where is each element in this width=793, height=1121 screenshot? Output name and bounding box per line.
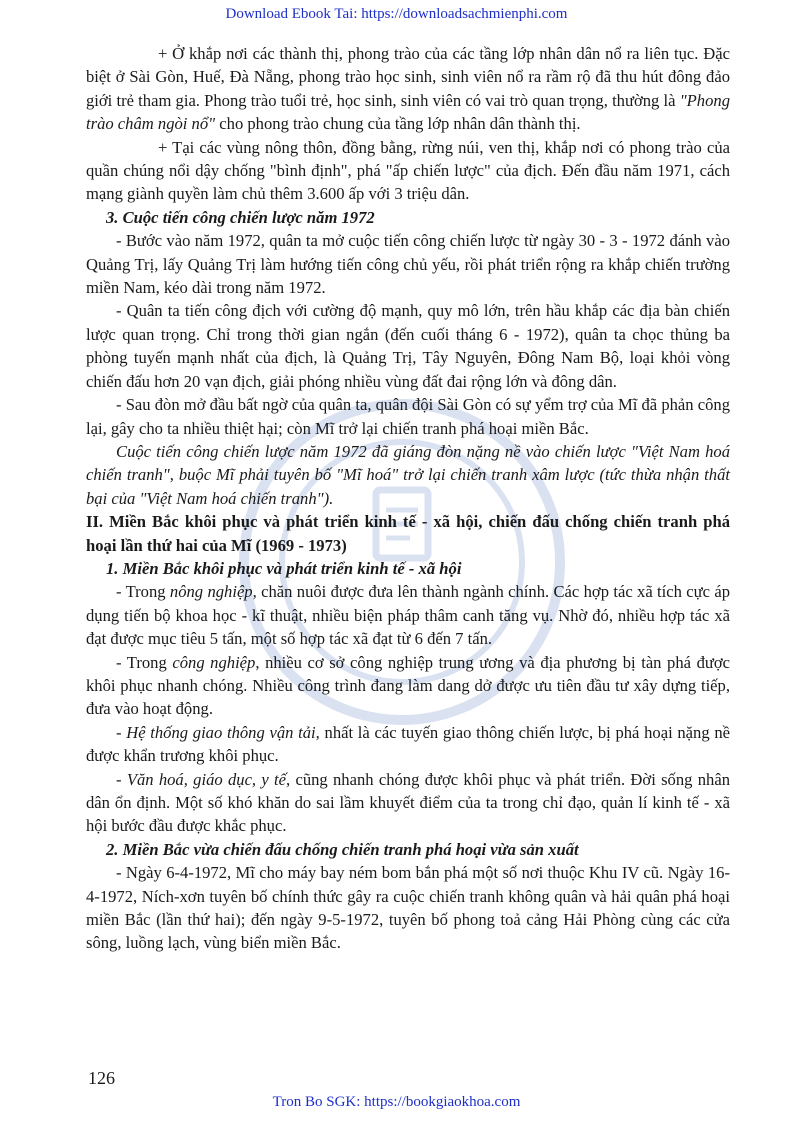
chapter-heading: II. Miền Bắc khôi phục và phát triển kinh tế - xã hội, chiến đấu chống chiến tranh phá hoại lần thứ hai của Mĩ (1969 - 1973) (86, 512, 730, 555)
paragraph: Cuộc tiến công chiến lược năm 1972 đã giáng đòn nặng nề vào chiến lược "Việt Nam hoá chiến tranh", buộc Mĩ phải tuyên bố "Mĩ hoá" trở lại chiến tranh xâm lược (tức thừa nhận thất bại của "Việt Nam hoá chiến tranh"). (86, 441, 730, 508)
paragraph: - Văn hoá, giáo dục, y tế, cũng nhanh chóng được khôi phục và phát triển. Đời sống nhân dân ổn định. Một số khó khăn do sai lầm khuyết điểm của ta trong chỉ đạo, quản lí kinh tế - xã hội bước đầu được khắc phục. (86, 769, 730, 836)
page-content (86, 42, 730, 955)
footer-link[interactable]: Tron Bo SGK: https://bookgiaokhoa.com (272, 1094, 521, 1110)
paragraph: - Quân ta tiến công địch với cường độ mạnh, quy mô lớn, trên hầu khắp các địa bàn chiến lược quan trọng. Chỉ trong thời gian ngắn (đến cuối tháng 6 - 1972), quân ta chọc thủng ba phòng tuyến mạnh nhất của địch, là Quảng Trị, Tây Nguyên, Đông Nam Bộ, loại khỏi vòng chiến đấu hơn 20 vạn địch, giải phóng nhiều vùng đất đai rộng lớn và đông dân. (86, 301, 730, 391)
paragraph: - Hệ thống giao thông vận tải, nhất là các tuyến giao thông chiến lược, bị phá hoại nặng nề được khẩn trương khôi phục. (86, 722, 730, 766)
page-number: 126 (88, 1068, 115, 1088)
paragraph: - Sau đòn mở đầu bất ngờ của quân ta, quân đội Sài Gòn có sự yểm trợ của Mĩ đã phản công lại, gây cho ta nhiều thiệt hại; còn Mĩ trở lại chiến tranh phá hoại miền Bắc. (86, 395, 730, 438)
paragraph: - Ngày 6-4-1972, Mĩ cho máy bay ném bom bắn phá một số nơi thuộc Khu IV cũ. Ngày 16-4-1972, Ních-xơn tuyên bố chính thức gây ra cuộc chiến tranh không quân và hải quân phá hoại miền Bắc (lần thứ hai); đến ngày 9-5-1972, tuyên bố phong toả cảng Hải Phòng cùng các cửa sông, luồng lạch, vùng biển miền Bắc. (86, 863, 730, 953)
paragraph: - Trong công nghiệp, nhiều cơ sở công nghiệp trung ương và địa phương bị tàn phá được khôi phục nhanh chóng. Nhiều công trình đang làm dang dở được ưu tiên đầu tư xây dựng tiếp, đưa vào hoạt động. (86, 652, 731, 719)
paragraph: - Bước vào năm 1972, quân ta mở cuộc tiến công chiến lược từ ngày 30 - 3 - 1972 đánh vào Quảng Trị, lấy Quảng Trị làm hướng tiến công chủ yếu, rồi phát triển rộng ra khắp chiến trường miền Nam, kéo dài trong năm 1972. (86, 231, 730, 298)
section-heading: 3. Cuộc tiến công chiến lược năm 1972 (106, 207, 375, 227)
paragraph: - Trong nông nghiệp, chăn nuôi được đưa lên thành ngành chính. Các hợp tác xã tích cực áp dụng tiến bộ khoa học - kĩ thuật, nhiều biện pháp thâm canh tăng vụ. Nhờ đó, nhiều hợp tác xã đạt được mục tiêu 5 tấn, một số hợp tác xã đạt từ 6 đến 7 tấn. (86, 582, 731, 649)
section-heading: 1. Miền Bắc khôi phục và phát triển kinh tế - xã hội (106, 558, 462, 578)
section-heading: 2. Miền Bắc vừa chiến đấu chống chiến tranh phá hoại vừa sản xuất (106, 839, 579, 859)
paragraph: + Tại các vùng nông thôn, đồng bằng, rừng núi, ven thị, khắp nơi có phong trào của quần chúng nổi dậy chống "bình định", phá "ấp chiến lược" của địch. Đến đầu năm 1971, cách mạng giành quyền làm chủ thêm 3.600 ấp với 3 triệu dân. (86, 137, 730, 204)
paragraph: + Ở khắp nơi các thành thị, phong trào của các tầng lớp nhân dân nổ ra liên tục. Đặc biệt ở Sài Gòn, Huế, Đà Nẵng, phong trào học sinh, sinh viên nổ ra rầm rộ đã thu hút đông đảo giới trẻ tham gia. Phong trào tuổi trẻ, học sinh, sinh viên có vai trò quan trọng, thường là "Phong trào châm ngòi nổ" cho phong trào chung của tầng lớp nhân dân thành thị. (86, 44, 730, 134)
header-download-link[interactable]: Download Ebook Tai: https://downloadsachmienphi.com (225, 6, 568, 22)
